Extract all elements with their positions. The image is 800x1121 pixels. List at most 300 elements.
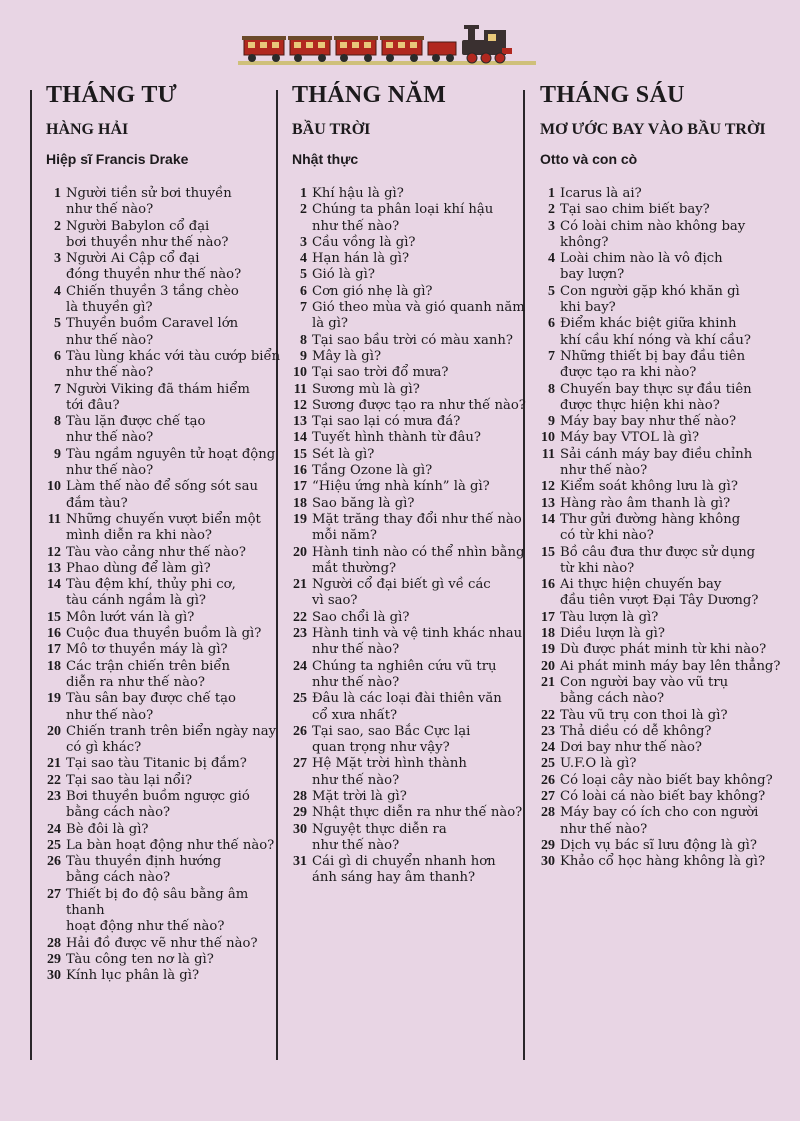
question-text: bằng cách nào? xyxy=(66,805,171,821)
question-text: Hành tinh và vệ tinh khác nhau xyxy=(312,626,523,642)
question-number: 6 xyxy=(548,316,555,332)
question-number: 23 xyxy=(293,626,307,642)
question-number: 2 xyxy=(54,218,61,234)
question-text: Thả diều có dễ không? xyxy=(560,723,712,739)
question-text: Tàu đệm khí, thủy phi cơ, xyxy=(66,577,236,593)
question-number: 13 xyxy=(293,414,307,430)
question-item xyxy=(46,577,286,610)
question-number: 1 xyxy=(548,186,555,201)
train-icon xyxy=(238,22,536,68)
question-text: tới đâu? xyxy=(66,397,120,413)
question-item xyxy=(540,545,788,578)
question-text: mắt thường? xyxy=(312,560,397,576)
question-number: 7 xyxy=(54,381,61,397)
question-item xyxy=(540,675,788,708)
question-text: là gì? xyxy=(312,316,349,332)
question-number: 18 xyxy=(293,495,307,511)
question-text: Sải cánh máy bay điều chỉnh xyxy=(560,446,753,462)
question-text: Máy bay VTOL là gì? xyxy=(560,430,700,446)
question-text: Thiết bị đo độ sâu bằng âm thanh xyxy=(66,886,249,919)
question-number: 30 xyxy=(47,968,61,984)
question-text: Tại sao, sao Bắc Cực lại xyxy=(312,723,471,739)
question-number: 25 xyxy=(541,756,555,772)
question-text: Máy bay bay như thế nào? xyxy=(560,414,737,430)
question-text: Tàu vào cảng như thế nào? xyxy=(66,544,246,560)
question-item xyxy=(46,659,286,692)
question-item xyxy=(46,626,286,642)
question-number: 24 xyxy=(47,821,61,837)
question-text: có gì khác? xyxy=(66,740,142,756)
question-item xyxy=(292,382,532,398)
question-number: 18 xyxy=(541,626,555,642)
question-item xyxy=(46,724,286,757)
question-number: 25 xyxy=(293,691,307,707)
question-text: Tại sao tàu lại nổi? xyxy=(66,772,193,788)
question-text: Sét là gì? xyxy=(312,446,375,462)
question-item xyxy=(540,577,788,610)
question-item xyxy=(46,854,286,887)
subject-title: BẦU TRỜI xyxy=(292,121,371,138)
question-text: bay lượn? xyxy=(560,267,625,283)
question-number: 15 xyxy=(293,446,307,462)
question-number: 31 xyxy=(293,854,307,870)
question-text: Chuyến bay thực sự đầu tiên xyxy=(560,381,752,397)
month-column-april xyxy=(46,80,286,985)
question-number: 5 xyxy=(548,283,555,299)
question-number: 12 xyxy=(293,397,307,413)
question-item xyxy=(540,382,788,415)
question-number: 21 xyxy=(293,577,307,593)
question-number: 19 xyxy=(293,511,307,527)
question-number: 9 xyxy=(548,414,555,430)
question-number: 19 xyxy=(47,691,61,707)
question-text: như thế nào? xyxy=(312,642,400,658)
question-text: Bơi thuyền buồm ngược gió xyxy=(66,788,250,804)
question-number: 28 xyxy=(47,935,61,951)
question-item xyxy=(46,822,286,838)
question-number: 21 xyxy=(47,756,61,772)
question-text: Gió theo mùa và gió quanh năm xyxy=(312,300,525,316)
question-text: Người Babylon cổ đại xyxy=(66,218,210,234)
question-item xyxy=(46,691,286,724)
question-item xyxy=(292,496,532,512)
question-text: Tại sao tàu Titanic bị đắm? xyxy=(66,756,247,772)
question-text: Tàu lượn là gì? xyxy=(560,609,659,625)
question-number: 5 xyxy=(300,267,307,283)
question-text: Máy bay có ích cho con người xyxy=(560,805,759,821)
question-item xyxy=(292,300,532,333)
question-number: 16 xyxy=(541,577,555,593)
question-item xyxy=(540,708,788,724)
question-item xyxy=(540,659,788,675)
question-list xyxy=(540,186,788,870)
question-number: 27 xyxy=(293,756,307,772)
question-text: Tàu sân bay được chế tạo xyxy=(66,691,236,707)
question-number: 23 xyxy=(541,723,555,739)
question-text: Con người gặp khó khăn gì xyxy=(560,283,740,299)
question-text: diễn ra như thế nào? xyxy=(66,674,205,690)
question-text: được thực hiện khi nào? xyxy=(560,397,720,413)
question-number: 16 xyxy=(293,463,307,479)
question-number: 24 xyxy=(293,658,307,674)
question-item xyxy=(46,968,286,984)
question-text: Cái gì di chuyển nhanh hơn xyxy=(312,854,496,870)
question-text: Tàu lặn được chế tạo xyxy=(66,414,206,430)
question-item xyxy=(292,365,532,381)
question-text: Chiến thuyền 3 tầng chèo xyxy=(66,283,239,299)
question-item xyxy=(292,691,532,724)
question-text: như thế nào? xyxy=(560,463,648,479)
question-item xyxy=(292,414,532,430)
question-item xyxy=(46,887,286,936)
question-number: 17 xyxy=(541,609,555,625)
question-number: 3 xyxy=(54,251,61,267)
question-text: Đâu là các loại đài thiên văn xyxy=(312,691,502,707)
question-text: Dơi bay như thế nào? xyxy=(560,740,703,756)
question-text: Bè đôi là gì? xyxy=(66,821,149,837)
question-item xyxy=(292,626,532,659)
question-text: Tàu thuyền định hướng xyxy=(66,854,222,870)
question-text: Hải đồ được vẽ như thế nào? xyxy=(66,935,258,951)
question-number: 4 xyxy=(300,251,307,267)
question-number: 20 xyxy=(293,544,307,560)
question-number: 20 xyxy=(47,723,61,739)
question-item xyxy=(540,805,788,838)
question-item xyxy=(292,854,532,887)
question-item xyxy=(46,219,286,252)
question-item xyxy=(46,512,286,545)
question-text: hoạt động như thế nào? xyxy=(66,919,225,935)
question-text: Cuộc đua thuyền buồm là gì? xyxy=(66,626,262,642)
question-text: “Hiệu ứng nhà kính” là gì? xyxy=(312,479,490,495)
question-item xyxy=(292,235,532,251)
question-number: 21 xyxy=(541,674,555,690)
question-text: là thuyền gì? xyxy=(66,300,153,316)
question-number: 20 xyxy=(541,658,555,674)
question-text: như thế nào? xyxy=(560,821,648,837)
question-text: Dù được phát minh từ khi nào? xyxy=(560,642,767,658)
question-number: 13 xyxy=(47,560,61,576)
question-text: như thế nào? xyxy=(66,430,154,446)
question-text: ánh sáng hay âm thanh? xyxy=(312,870,476,886)
question-text: Chúng ta nghiên cứu vũ trụ xyxy=(312,658,497,674)
question-text: vì sao? xyxy=(312,593,358,609)
question-item xyxy=(292,447,532,463)
question-text: cổ xưa nhất? xyxy=(312,707,398,723)
question-number: 11 xyxy=(541,446,555,462)
question-number: 8 xyxy=(548,381,555,397)
question-text: như thế nào? xyxy=(66,707,154,723)
question-number: 29 xyxy=(293,805,307,821)
question-text: Tàu công ten nơ là gì? xyxy=(66,951,214,967)
question-text: Mặt trăng thay đổi như thế nào xyxy=(312,511,522,527)
question-text: như thế nào? xyxy=(66,365,154,381)
question-text: Hàng rào âm thanh là gì? xyxy=(560,495,731,511)
question-text: tàu cánh ngầm là gì? xyxy=(66,593,206,609)
question-item xyxy=(540,789,788,805)
question-item xyxy=(540,756,788,772)
question-number: 30 xyxy=(541,854,555,870)
question-item xyxy=(46,789,286,822)
question-item xyxy=(292,251,532,267)
question-text: bơi thuyền như thế nào? xyxy=(66,234,229,250)
question-item xyxy=(292,545,532,578)
subject-title: HÀNG HẢI xyxy=(46,121,129,138)
question-text: có từ khi nào? xyxy=(560,528,654,544)
question-item xyxy=(292,659,532,692)
question-number: 27 xyxy=(541,788,555,804)
question-text: Có loại cây nào biết bay không? xyxy=(560,772,773,788)
question-item xyxy=(292,805,532,821)
question-text: Icarus là ai? xyxy=(560,186,642,201)
question-item xyxy=(292,512,532,545)
question-item xyxy=(46,382,286,415)
question-text: Mây là gì? xyxy=(312,348,382,364)
question-item xyxy=(46,349,286,382)
question-text: bằng cách nào? xyxy=(66,870,171,886)
question-item xyxy=(540,284,788,317)
question-text: Người Viking đã thám hiểm xyxy=(66,381,250,397)
question-number: 9 xyxy=(54,446,61,462)
question-number: 7 xyxy=(300,300,307,316)
question-item xyxy=(540,202,788,218)
question-item xyxy=(540,626,788,642)
question-text: Sương mù là gì? xyxy=(312,381,420,397)
question-item xyxy=(292,479,532,495)
question-number: 26 xyxy=(47,854,61,870)
question-text: không? xyxy=(560,234,609,250)
question-item xyxy=(540,642,788,658)
question-text: Chúng ta phân loại khí hậu xyxy=(312,202,494,218)
question-item xyxy=(292,724,532,757)
question-text: Làm thế nào để sống sót sau xyxy=(66,479,258,495)
question-item xyxy=(540,773,788,789)
question-text: như thế nào? xyxy=(312,837,400,853)
question-number: 10 xyxy=(47,479,61,495)
question-text: từ khi nào? xyxy=(560,560,635,576)
question-number: 15 xyxy=(47,609,61,625)
question-item xyxy=(292,186,532,202)
question-item xyxy=(46,545,286,561)
question-item xyxy=(292,789,532,805)
question-number: 29 xyxy=(47,951,61,967)
question-text: Tầng Ozone là gì? xyxy=(312,463,433,479)
question-text: bằng cách nào? xyxy=(560,691,665,707)
question-number: 10 xyxy=(541,430,555,446)
question-item xyxy=(46,316,286,349)
question-item xyxy=(46,773,286,789)
question-item xyxy=(46,447,286,480)
question-text: đầu tiên vượt Đại Tây Dương? xyxy=(560,593,759,609)
question-item xyxy=(540,219,788,252)
question-number: 2 xyxy=(548,202,555,218)
month-title: THÁNG SÁU xyxy=(540,82,685,108)
question-number: 1 xyxy=(300,186,307,201)
question-text: Diều lượn là gì? xyxy=(560,626,665,642)
question-item xyxy=(46,936,286,952)
question-list xyxy=(292,186,532,887)
question-text: Thuyền buồm Caravel lớn xyxy=(66,316,239,332)
question-text: như thế nào? xyxy=(312,772,400,788)
question-item xyxy=(292,463,532,479)
question-item xyxy=(540,349,788,382)
question-number: 19 xyxy=(541,642,555,658)
question-text: mình diễn ra khi nào? xyxy=(66,528,212,544)
question-text: Tại sao bầu trời có màu xanh? xyxy=(312,332,513,348)
story-title: Nhật thực xyxy=(292,151,359,167)
story-title: Otto và con cò xyxy=(540,151,638,167)
question-text: La bàn hoạt động như thế nào? xyxy=(66,837,275,853)
question-text: Tàu lùng khác với tàu cướp biển xyxy=(66,348,281,364)
question-number: 24 xyxy=(541,740,555,756)
question-text: Điểm khác biệt giữa khinh xyxy=(560,316,737,332)
question-number: 25 xyxy=(47,837,61,853)
month-title: THÁNG NĂM xyxy=(292,82,447,108)
question-number: 12 xyxy=(541,479,555,495)
question-item xyxy=(540,186,788,202)
question-list xyxy=(46,186,286,985)
question-text: Loài chim nào là vô địch xyxy=(560,251,723,267)
question-text: Tại sao chim biết bay? xyxy=(560,202,710,218)
question-text: Sao chổi là gì? xyxy=(312,609,410,625)
question-text: Cơn gió nhẹ là gì? xyxy=(312,283,433,299)
question-text: Người cổ đại biết gì về các xyxy=(312,577,491,593)
question-text: Chiến tranh trên biển ngày nay xyxy=(66,723,277,739)
question-item xyxy=(46,414,286,447)
question-number: 22 xyxy=(293,609,307,625)
question-text: Môn lướt ván là gì? xyxy=(66,609,195,625)
column-divider-left xyxy=(30,90,32,1060)
question-item xyxy=(540,447,788,480)
question-text: Khí hậu là gì? xyxy=(312,186,404,201)
question-text: như thế nào? xyxy=(66,332,154,348)
question-text: Những thiết bị bay đầu tiên xyxy=(560,348,746,364)
question-text: Sao băng là gì? xyxy=(312,495,415,511)
question-item xyxy=(292,398,532,414)
question-item xyxy=(292,284,532,300)
question-text: Dịch vụ bác sĩ lưu động là gì? xyxy=(560,837,757,853)
question-text: Tuyết hình thành từ đâu? xyxy=(312,430,481,446)
question-text: Kính lục phân là gì? xyxy=(66,968,200,984)
question-number: 29 xyxy=(541,837,555,853)
question-number: 12 xyxy=(47,544,61,560)
question-text: khi bay? xyxy=(560,300,616,316)
question-text: Thư gửi đường hàng không xyxy=(560,511,741,527)
question-number: 6 xyxy=(300,283,307,299)
question-number: 27 xyxy=(47,886,61,902)
question-text: Người tiền sử bơi thuyền xyxy=(66,186,232,201)
question-item xyxy=(292,202,532,235)
question-number: 11 xyxy=(47,511,61,527)
question-item xyxy=(540,316,788,349)
question-item xyxy=(46,838,286,854)
question-item xyxy=(292,430,532,446)
question-number: 11 xyxy=(293,381,307,397)
question-number: 4 xyxy=(54,283,61,299)
question-text: Cầu vồng là gì? xyxy=(312,234,416,250)
question-number: 7 xyxy=(548,348,555,364)
question-item xyxy=(540,610,788,626)
question-number: 22 xyxy=(47,772,61,788)
question-item xyxy=(540,479,788,495)
subject-title: MƠ ƯỚC BAY VÀO BẦU TRỜI xyxy=(540,121,766,138)
question-item xyxy=(292,349,532,365)
question-text: Tàu ngầm nguyên tử hoạt động xyxy=(66,446,276,462)
month-column-may xyxy=(292,80,532,887)
question-text: được tạo ra khi nào? xyxy=(560,365,697,381)
question-text: Gió là gì? xyxy=(312,267,375,283)
question-number: 23 xyxy=(47,788,61,804)
question-number: 15 xyxy=(541,544,555,560)
question-text: khí cầu khí nóng và khí cầu? xyxy=(560,332,751,348)
question-item xyxy=(292,267,532,283)
question-number: 18 xyxy=(47,658,61,674)
question-item xyxy=(540,838,788,854)
question-text: Sương được tạo ra như thế nào? xyxy=(312,397,526,413)
question-text: Nhật thực diễn ra như thế nào? xyxy=(312,805,523,821)
question-item xyxy=(540,512,788,545)
question-text: Tại sao lại có mưa đá? xyxy=(312,414,461,430)
question-text: như thế nào? xyxy=(312,674,400,690)
question-number: 8 xyxy=(54,414,61,430)
question-number: 4 xyxy=(548,251,555,267)
question-number: 22 xyxy=(541,707,555,723)
question-item xyxy=(292,333,532,349)
month-title: THÁNG TƯ xyxy=(46,82,178,108)
question-number: 30 xyxy=(293,821,307,837)
question-text: Con người bay vào vũ trụ xyxy=(560,674,729,690)
question-number: 3 xyxy=(548,218,555,234)
question-text: Người Ai Cập cổ đại xyxy=(66,251,200,267)
question-item xyxy=(292,610,532,626)
question-text: Hạn hán là gì? xyxy=(312,251,410,267)
question-number: 14 xyxy=(541,511,555,527)
question-text: Ai phát minh máy bay lên thẳng? xyxy=(560,658,781,674)
question-text: Tàu vũ trụ con thoi là gì? xyxy=(560,707,728,723)
question-text: Bồ câu đưa thư được sử dụng xyxy=(560,544,756,560)
question-text: đắm tàu? xyxy=(66,495,128,511)
question-item xyxy=(292,756,532,789)
question-text: Hệ Mặt trời hình thành xyxy=(312,756,467,772)
story-title: Hiệp sĩ Francis Drake xyxy=(46,151,189,167)
question-item xyxy=(540,724,788,740)
question-number: 28 xyxy=(541,805,555,821)
question-item xyxy=(46,479,286,512)
question-number: 2 xyxy=(300,202,307,218)
question-item xyxy=(46,251,286,284)
question-item xyxy=(46,186,286,219)
question-text: Mặt trời là gì? xyxy=(312,788,407,804)
question-item xyxy=(46,284,286,317)
question-item xyxy=(292,577,532,610)
question-number: 14 xyxy=(47,577,61,593)
question-text: Khảo cổ học hàng không là gì? xyxy=(560,854,766,870)
question-item xyxy=(46,561,286,577)
question-number: 26 xyxy=(293,723,307,739)
question-text: như thế nào? xyxy=(66,202,154,218)
question-item xyxy=(540,496,788,512)
question-item xyxy=(46,642,286,658)
question-text: Nguyệt thực diễn ra xyxy=(312,821,447,837)
question-number: 1 xyxy=(54,186,61,201)
question-text: Hành tinh nào có thể nhìn bằng xyxy=(312,544,525,560)
question-number: 5 xyxy=(54,316,61,332)
question-text: Có loài chim nào không bay xyxy=(560,218,746,234)
question-item xyxy=(292,822,532,855)
question-number: 17 xyxy=(293,479,307,495)
question-number: 13 xyxy=(541,495,555,511)
question-number: 3 xyxy=(300,234,307,250)
